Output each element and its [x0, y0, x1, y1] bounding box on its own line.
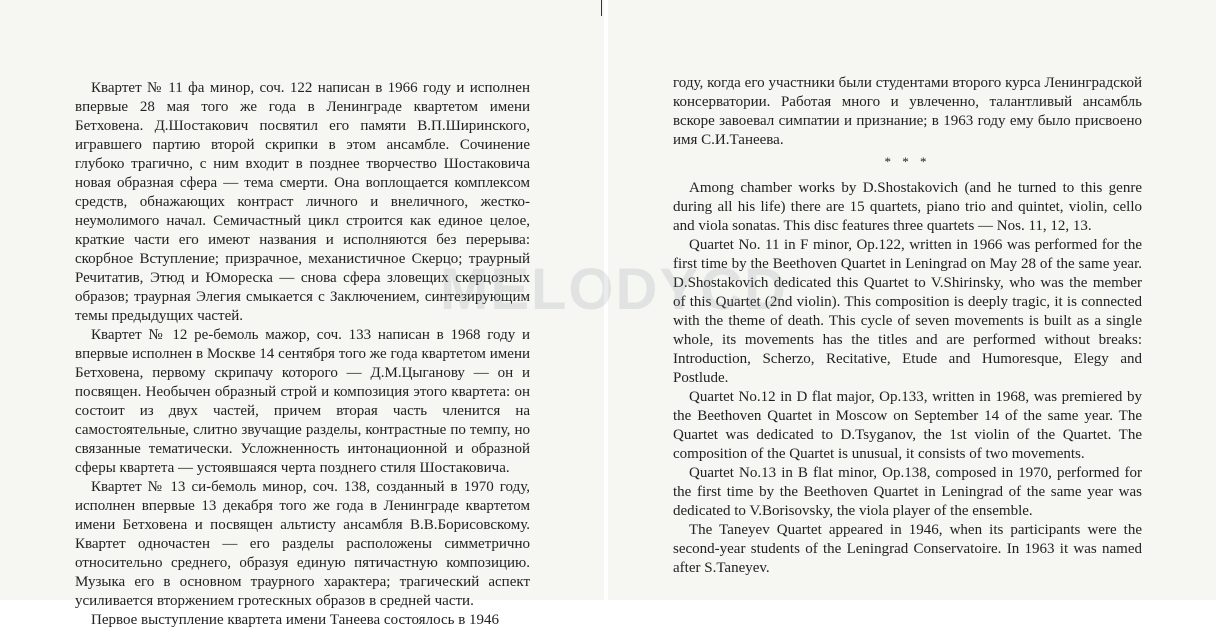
paragraph-quartet-11-en: Quartet No. 11 in F minor, Op.122, written in 1966 was performed for the first time by the Beethoven Quartet in Leningrad on May 28 of the same year. D.Shostakovich dedicated this Quartet to V.Shirinsky, who was the member of this Quartet (2nd violin). This composition is deeply tragic, it is connected with the theme of death. This cycle of seven movements is built as a single whole, its movements has the titles and are performed without breaks: Introduction, Scherzo, Recitative, Etude and Humoresque, Elegy and Postlude. [673, 237, 1142, 386]
section-separator: * * * [884, 154, 931, 169]
russian-text-block [75, 79, 530, 630]
paragraph-quartet-13-en: Quartet No.13 in B flat minor, Op.138, composed in 1970, performed for the first time by the Beethoven Quartet in Leningrad of the same year was dedicated to V.Borisovsky, the viola player of the ensemble. [673, 465, 1142, 519]
fold-mark [601, 0, 602, 16]
paragraph-intro-en: Among chamber works by D.Shostakovich (and he turned to this genre during all his life) there are 15 quartets, piano trio and quintet, violin, cello and viola sonatas. This disc features three quartets — Nos. 11, 12, 13. [673, 180, 1142, 234]
paragraph-quartet-13-ru: Квартет № 13 си-бемоль минор, соч. 138, созданный в 1970 году, исполнен впервые 13 декабря того же года в Ленинграде квартетом имени Бетховена и посвящен альтисту ансамбля В.В.Борисовскому. Квартет одночастен — его разделы расположены симметрично относительно среднего, образуя единую пятичастную композицию. Музыка его в основном траурного характера; трагический аспект усиливается вторжением гротескных образов в средней части. [75, 479, 530, 609]
paragraph-taneyev-ru-start: Первое выступление квартета имени Танеева состоялось в 1946 [91, 612, 500, 628]
paragraph-taneyev-en: The Taneyev Quartet appeared in 1946, when its participants were the second-year students of the Leningrad Conservatoire. In 1963 it was named after S.Taneyev. [673, 522, 1142, 576]
paragraph-quartet-11-ru: Квартет № 11 фа минор, соч. 122 написан в 1966 году и исполнен впервые 28 мая того же года в Ленинграде квартетом имени Бетховена. Д.Шостакович посвятил его памяти В.П.Ширинского, игравшего партию второй скрипки в этом ансамбле. Сочинение глубоко трагично, с ним входит в позднее творчество Шостаковича новая образная сфера — тема смерти. Она воплощается комплексом средств, обнажающих контраст личного и внеличного, жестко-неумолимого начал. Семичастный цикл строится как единое целое, краткие части его имеют названия и исполняются без перерыва: скорбное Вступление; призрачное, механистичное Скерцо; траурный Речитатив, Этюд и Юмореска — снова сфера зловещих скерцозных образов; траурная Элегия смыкается с Заключением, синтезирующим темы предыдущих частей. [75, 80, 530, 324]
paragraph-quartet-12-en: Quartet No.12 in D flat major, Op.133, written in 1968, was premiered by the Beethoven Quartet in Moscow on September 14 of the same year. The Quartet was dedicated to D.Tsyganov, the 1st violin of the Quartet. The composition of the Quartet is unusual, it consists of two movements. [673, 389, 1142, 462]
left-page [0, 0, 604, 628]
paragraph-quartet-12-ru: Квартет № 12 ре-бемоль мажор, соч. 133 написан в 1968 году и впервые исполнен в Москве 14 сентября того же года квартетом имени Бетховена, первому скрипачу которого — Д.М.Цыганову — он и посвящен. Необычен образный строй и композиция этого квартета: он состоит из двух частей, причем вторая часть членится на самостоятельные, слитно звучащие разделы, контрастные по темпу, но связанные тематически. Усложненность интонационной и образной сферы квартета — устоявшаяся черта позднего стиля Шостаковича. [75, 327, 530, 476]
right-page [608, 0, 1216, 600]
paragraph-taneyev-ru-end: году, когда его участники были студентами второго курса Ленинградской консерватории. Работая много и увлеченно, талантливый ансамбль вскоре завоевал симпатии и признание; в 1963 году ему было присвоено имя С.И.Танеева. [673, 75, 1142, 148]
right-text-block [673, 74, 1142, 578]
